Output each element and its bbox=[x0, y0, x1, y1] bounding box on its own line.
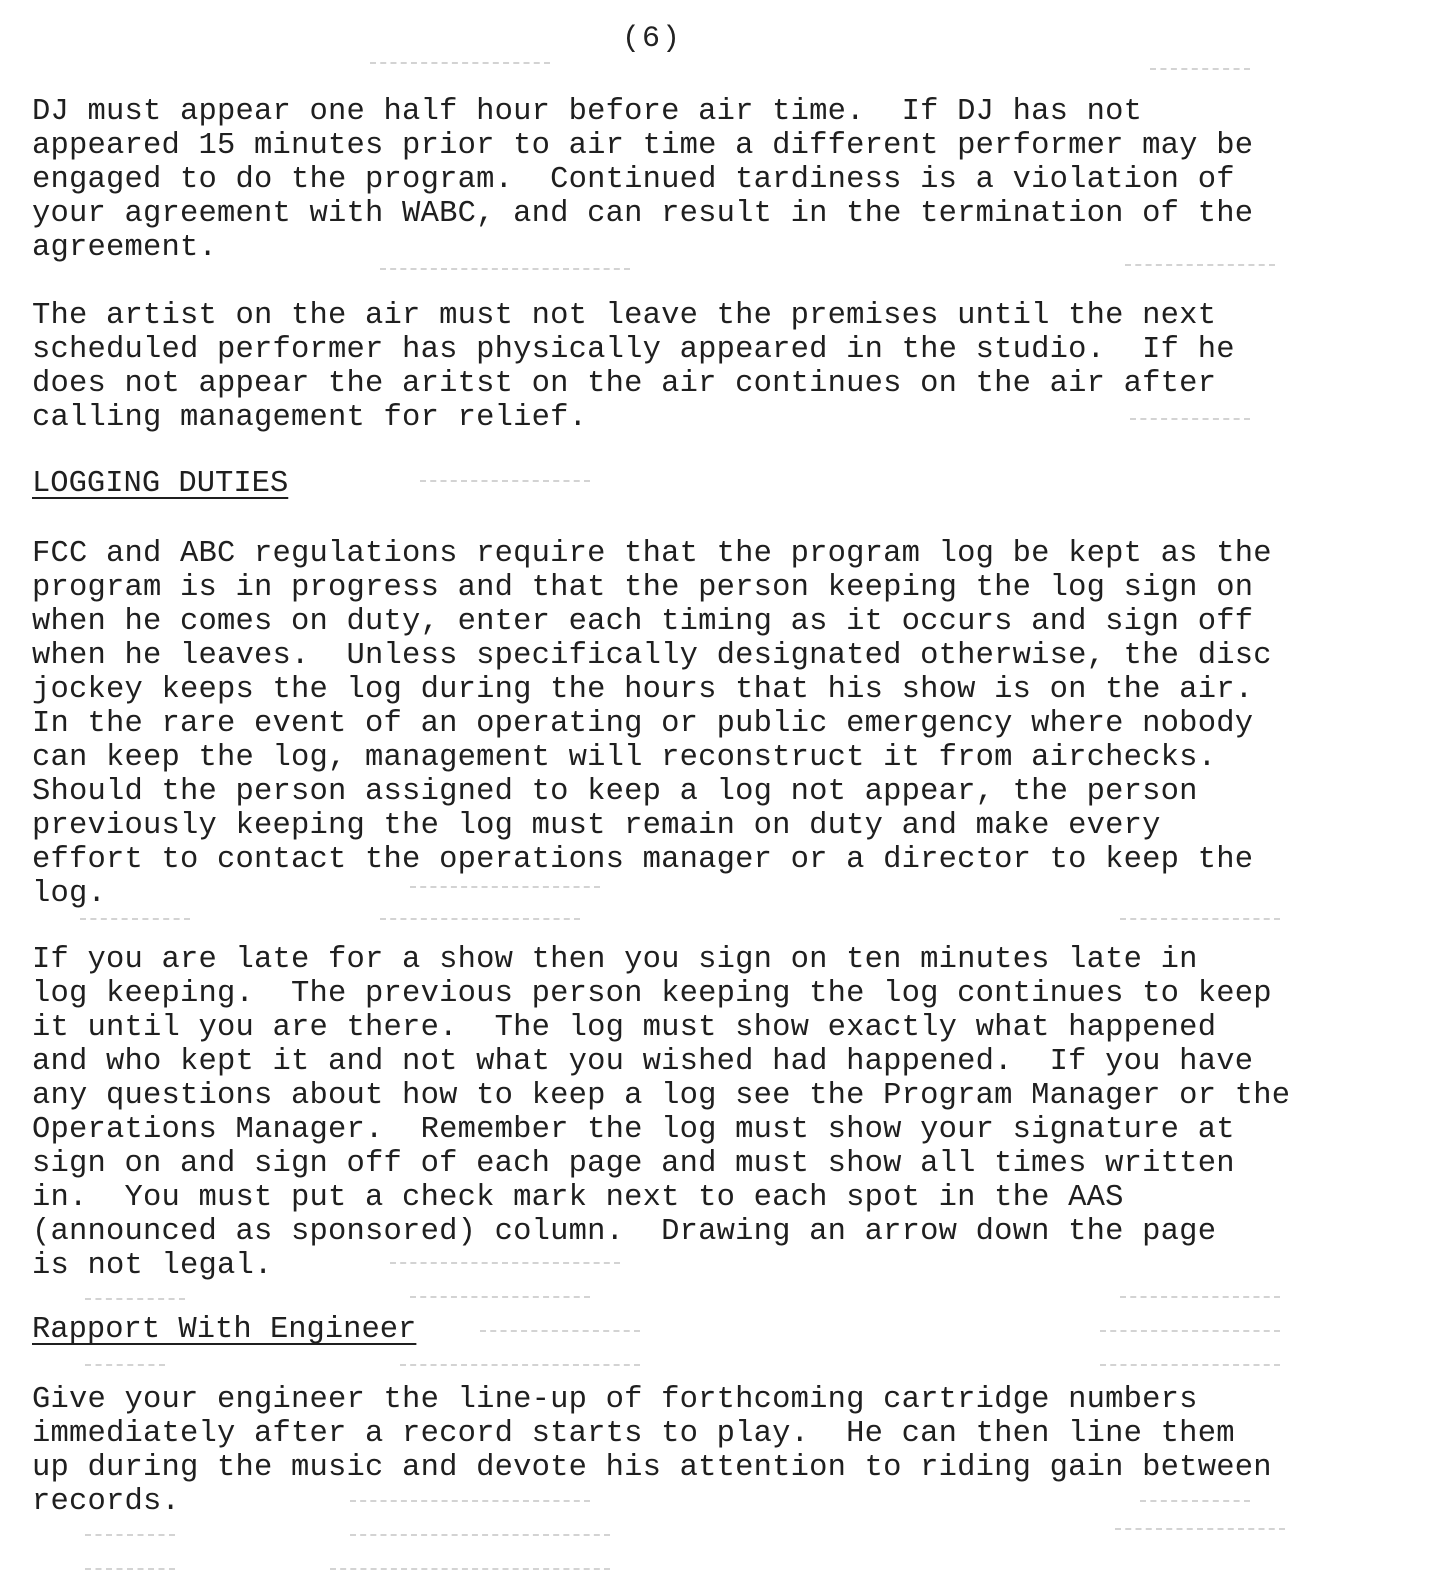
bleed-through-mark bbox=[1100, 1330, 1280, 1340]
paragraph-log-regulations: FCC and ABC regulations require that the program log be kept as the program is in progress and that the person keeping the log sign on when he comes on duty, enter each timing as it occurs and sign off when he leaves. Unless specifically designated otherwise, the disc jockey keeps the log during the hours that his show is on the air. In the rare event of an operating or public emergency where nobody can keep the log, management will reconstruct it from airchecks. Should the person assigned to keep a log not appear, the person previously keeping the log must remain on duty and make every effort to contact the operations manager or a director to keep the log. bbox=[32, 537, 1272, 911]
bleed-through-mark bbox=[1120, 918, 1280, 928]
bleed-through-mark bbox=[420, 480, 590, 490]
bleed-through-mark bbox=[380, 268, 630, 278]
bleed-through-mark bbox=[85, 1568, 175, 1578]
heading-logging-duties: LOGGING DUTIES bbox=[32, 467, 289, 501]
paragraph-late-logging: If you are late for a show then you sign on ten minutes late in log keeping. The previous person keeping the log continues to keep it until you are there. The log must show exactly what happened and who kept it and not what you wished had happened. If you have any questions about how to keep a log see the Program Manager or the Operations Manager. Remember the log must show your signature at sign on and sign off of each page and must show all times written in. You must put a check mark next to each spot in the AAS (announced as sponsored) column. Drawing an arrow down the page is not legal. bbox=[32, 943, 1291, 1283]
heading-rapport-with-engineer: Rapport With Engineer bbox=[32, 1313, 417, 1347]
bleed-through-mark bbox=[380, 918, 580, 928]
bleed-through-mark bbox=[330, 1568, 610, 1578]
bleed-through-mark bbox=[1130, 418, 1250, 428]
bleed-through-mark bbox=[400, 1364, 640, 1374]
bleed-through-mark bbox=[1100, 1364, 1280, 1374]
bleed-through-mark bbox=[85, 1534, 175, 1544]
paragraph-engineer-lineup: Give your engineer the line-up of forthcoming cartridge numbers immediately after a record starts to play. He can then line them up during the music and devote his attention to riding gain between records. bbox=[32, 1383, 1272, 1519]
bleed-through-mark bbox=[85, 1364, 165, 1374]
paragraph-artist-premises: The artist on the air must not leave the premises until the next scheduled performer has physically appeared in the studio. If he does not appear the aritst on the air continues on the air after calling management for relief. bbox=[32, 299, 1235, 435]
bleed-through-mark bbox=[370, 62, 550, 72]
paragraph-dj-arrival: DJ must appear one half hour before air time. If DJ has not appeared 15 minutes prior to air time a different performer may be engaged to do the program. Continued tardiness is a violation of your agreement with WABC, and can result in the termination of the agreement. bbox=[32, 95, 1254, 265]
bleed-through-mark bbox=[1120, 1296, 1280, 1306]
bleed-through-mark bbox=[1125, 264, 1275, 274]
bleed-through-mark bbox=[1115, 1528, 1285, 1538]
bleed-through-mark bbox=[410, 1296, 590, 1306]
bleed-through-mark bbox=[410, 886, 600, 896]
bleed-through-mark bbox=[350, 1534, 610, 1544]
bleed-through-mark bbox=[390, 1262, 620, 1272]
bleed-through-mark bbox=[350, 1500, 590, 1510]
bleed-through-mark bbox=[85, 1298, 185, 1308]
page-number: (6) bbox=[622, 22, 683, 56]
bleed-through-mark bbox=[480, 1330, 640, 1340]
bleed-through-mark bbox=[1150, 68, 1250, 78]
bleed-through-mark bbox=[80, 918, 190, 928]
bleed-through-mark bbox=[1140, 1500, 1250, 1510]
